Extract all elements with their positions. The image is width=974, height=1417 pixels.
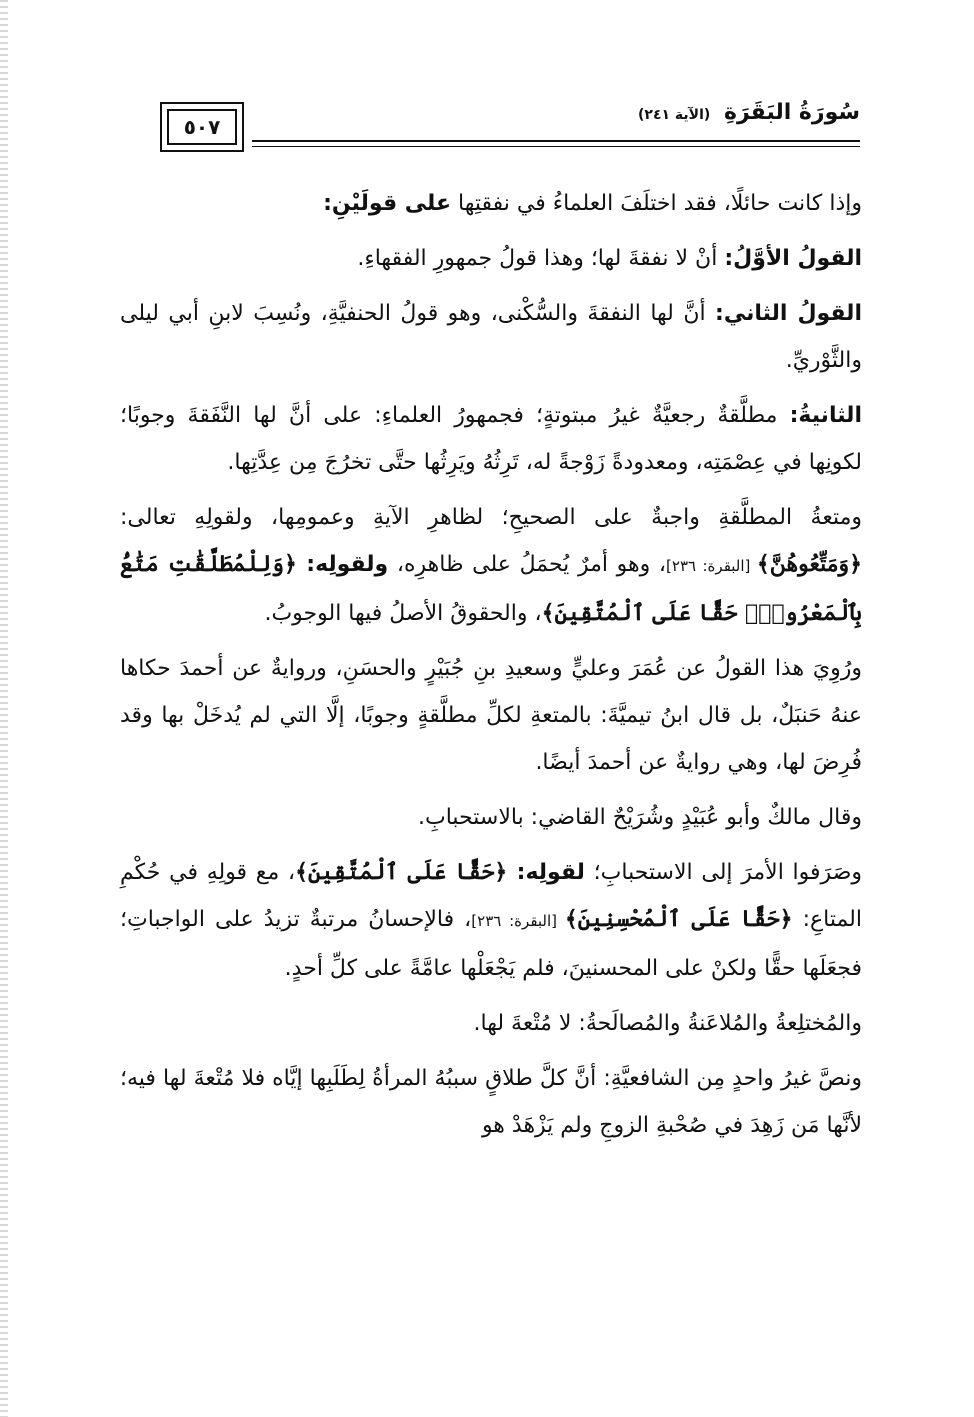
scan-edge-artifact xyxy=(0,0,8,1417)
paragraph-6: ورُوِيَ هذا القولُ عن عُمَرَ وعليٍّ وسعيدِ بنِ جُبَيْرٍ والحسَنِ، وروايةٌ عن أحمدَ حكاها عنهُ حَنبَلٌ، بل قال ابنُ تيميَّةَ: بالمتعةِ لكلِّ مطلَّقةٍ وجوبًا، إلَّا التي لم يُدخَلْ بها وقد فُرِضَ لها، وهي روايةٌ عن أحمدَ أيضًا. xyxy=(120,656,862,775)
verse-reference: (الآية ٢٤١) xyxy=(638,107,711,123)
surah-title: سُورَةُ البَقَرَةِ xyxy=(723,100,860,125)
paragraph-9: والمُختلِعةُ والمُلاعَنةُ والمُصالَحةُ: لا مُتْعةَ لها. xyxy=(473,1011,862,1036)
first-opinion-heading: القولُ الأوَّلُ: xyxy=(724,246,862,271)
page-number: ٥٠٧ xyxy=(167,109,237,145)
paragraph-1: وإذا كانت حائلًا، فقد اختلَفَ العلماءُ في نفقتِها على قولَيْنِ: xyxy=(323,191,862,216)
quran-verse: ﴿وَمَتِّعُوهُنَّ﴾ xyxy=(756,551,863,577)
header-rule-thin xyxy=(252,146,860,147)
paragraph-5: ومتعةُ المطلَّقةِ واجبةٌ على الصحيحِ؛ لظاهرِ الآيةِ وعمومِها، ولقولِهِ تعالى: ﴿وَمَتِّعُوهُنَّ﴾ [البقرة: ٢٣٦]، وهو أمرٌ يُحمَلُ على ظاهرِه، ولقولِه: ﴿وَلِلْمُطَلَّقَٰتِ مَتَٰعُۢ بِٱلْمَعْرُوفِۖ حَقًّا عَلَى ٱلْمُتَّقِينَ﴾، والحقوقُ الأصلُ فيها الوجوبُ. xyxy=(120,505,863,626)
paragraph-3: القولُ الثاني: أنَّ لها النفقةَ والسُّكْنى، وهو قولُ الحنفيَّةِ، ونُسِبَ لابنِ أبي ليلى والثَّوْريِّ. xyxy=(120,301,862,373)
second-case-heading: الثانيةُ: xyxy=(789,403,862,428)
running-title xyxy=(638,100,860,125)
quran-verse: ﴿حَقًّا عَلَى ٱلْمُحْسِنِينَ﴾ xyxy=(564,906,793,932)
paragraph-2: القولُ الأوَّلُ: أنْ لا نفقةَ لها؛ وهذا قولُ جمهورِ الفقهاءِ. xyxy=(357,246,862,271)
quran-verse: ﴿وَلِلْمُطَلَّقَٰتِ مَتَٰعُۢ بِٱلْمَعْرُوفِۖ حَقًّا عَلَى ٱلْمُتَّقِينَ﴾ xyxy=(120,551,862,626)
paragraph-7: وقال مالكٌ وأبو عُبَيْدٍ وشُرَيْحٌ القاضي: بالاستحبابِ. xyxy=(418,805,862,830)
verse-citation: [البقرة: ٢٣٦] xyxy=(666,557,757,575)
second-opinion-heading: القولُ الثاني: xyxy=(715,301,862,326)
paragraph-8: وصَرَفوا الأمرَ إلى الاستحبابِ؛ لقولِه: ﴿حَقًّا عَلَى ٱلْمُتَّقِينَ﴾، مع قولِهِ في حُكْمِ المتاعِ: ﴿حَقًّا عَلَى ٱلْمُحْسِنِينَ﴾ [البقرة: ٢٣٦]، فالإحسانُ مرتبةٌ تزيدُ على الواجباتِ؛ فجعَلَها حقًّا ولكنْ على المحسنينَ، فلم يَجْعَلْها عامَّةً على كلِّ أحدٍ. xyxy=(120,859,862,981)
paragraph-10: ونصَّ غيرُ واحدٍ مِن الشافعيَّةِ: أنَّ كلَّ طلاقٍ سببُهُ المرأةُ لِطَلَبِها إيَّاه فلا مُتْعةَ لها فيه؛ لأنَّها مَن زَهِدَ في صُحْبةِ الزوجِ ولم يَزْهَدْ هو xyxy=(120,1066,862,1138)
page-number-frame xyxy=(160,102,244,152)
paragraph-4: الثانيةُ: مطلَّقةٌ رجعيَّةٌ غيرُ مبتوتةٍ؛ فجمهورُ العلماءِ: على أنَّ لها النَّفَقةَ وجوبًا؛ لكونِها في عِصْمَتِه، ومعدودةً زَوْجةً له، تَرِثُهُ ويَرِثُها حتَّى تخرُجَ مِن عِدَّتِها. xyxy=(120,403,862,475)
page-header xyxy=(160,98,860,160)
verse-citation: [البقرة: ٢٣٦] xyxy=(471,912,565,930)
body-text xyxy=(120,180,862,1157)
header-rule xyxy=(252,140,860,142)
quran-verse: ﴿حَقًّا عَلَى ٱلْمُتَّقِينَ﴾ xyxy=(295,859,517,885)
